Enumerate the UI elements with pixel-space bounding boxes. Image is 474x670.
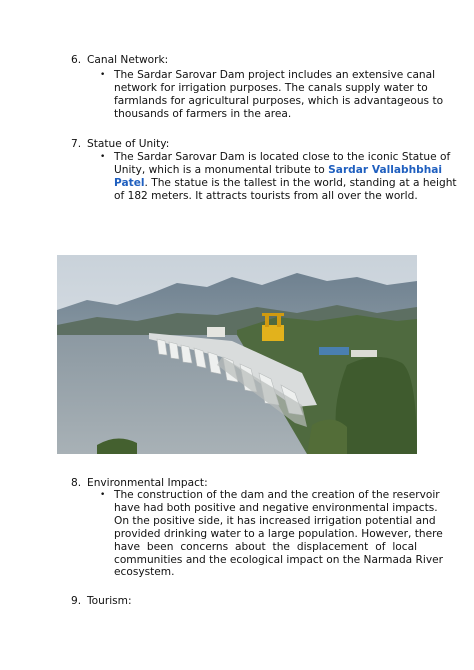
section-title: Tourism: [87,595,132,607]
section-title: Canal Network: [87,54,169,66]
bullet-line: network for irrigation purposes. The canals supply water to [114,81,428,94]
section-6-bullet [100,69,444,121]
highlight-name: Patel [114,176,145,189]
bullet-line: thousands of farmers in the area. [114,107,292,120]
bullet-line: have had both positive and negative environmental impacts. [114,501,438,514]
section-number: 7. [71,138,82,150]
bullet-line: have been concerns about the displacement of local [114,540,418,553]
section-9-heading [71,594,132,608]
section-number: 8. [71,477,82,489]
bullet-line-with-highlight [114,176,457,190]
highlight-name: Sardar Vallabhbhai [328,163,443,176]
section-8-bullet [100,489,443,579]
section-title: Statue of Unity: [87,138,170,150]
bullet-line: The construction of the dam and the creation of the reservoir [114,489,440,501]
section-title: Environmental Impact: [87,477,208,489]
bullet-text: . The statue is the tallest in the world, standing at a height [144,176,457,189]
bullet-line: ecosystem. [114,566,175,579]
bullet-line: of 182 meters. It attracts tourists from all over the world. [114,189,418,202]
bullet-line: The Sardar Sarovar Dam project includes an extensive canal [114,69,436,81]
section-6-heading [71,53,168,67]
bullet-line: On the positive side, it has increased irrigation potential and [114,514,436,527]
bullet-dot-icon: • [100,152,106,162]
bullet-line: farmlands for agricultural purposes, which is advantageous to [114,94,444,107]
section-number: 9. [71,595,82,607]
section-number: 6. [71,54,82,66]
dam-photo [57,255,417,454]
section-7-bullet [100,151,457,203]
bullet-dot-icon: • [100,490,106,500]
bullet-dot-icon: • [100,70,106,80]
bullet-line: The Sardar Sarovar Dam is located close to the iconic Statue of [114,151,451,163]
bullet-line: communities and the ecological impact on the Narmada River [114,553,443,566]
section-8-heading [71,476,208,490]
bullet-line-with-highlight [114,163,443,177]
section-7-heading [71,137,169,151]
bullet-text: Unity, which is a monumental tribute to [114,163,325,176]
bullet-line: provided drinking water to a large population. However, there [114,527,443,540]
